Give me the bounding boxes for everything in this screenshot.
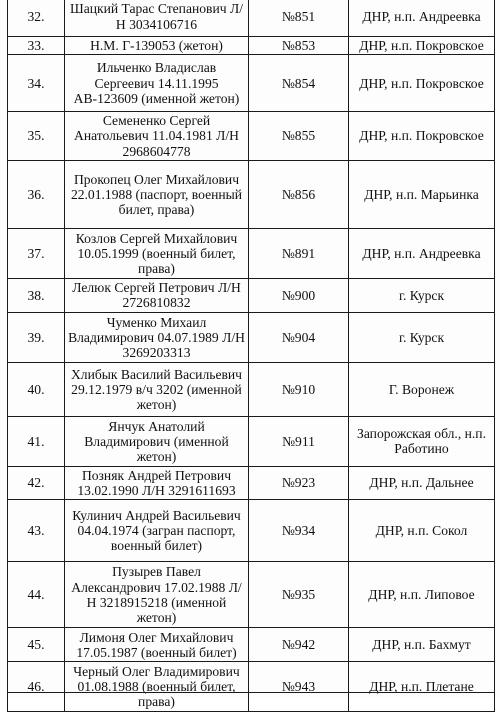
row-number-cell: 37. — [8, 228, 65, 278]
table-row — [8, 362, 495, 416]
record-code-cell: №923 — [249, 466, 349, 499]
record-code-cell: №891 — [249, 228, 349, 278]
table-row — [8, 312, 495, 362]
table-row — [8, 160, 495, 228]
table-row — [8, 278, 495, 312]
row-number-cell: 33. — [8, 37, 65, 55]
person-details-cell: Лелюк Сергей Петрович Л/Н 2726810832 — [65, 278, 249, 312]
table-row — [8, 628, 495, 662]
table-row — [8, 500, 495, 562]
table-bottom-rule — [7, 692, 494, 696]
row-number-cell: 38. — [8, 278, 65, 312]
location-cell: ДНР, н.п. Андреевка — [349, 228, 495, 278]
record-code-cell: №855 — [249, 112, 349, 161]
location-cell: ДНР, н.п. Дальнее — [349, 466, 495, 499]
record-code-cell: №943 — [249, 662, 349, 712]
record-code-cell: №853 — [249, 37, 349, 55]
table-row — [8, 416, 495, 466]
person-details-cell: Козлов Сергей Михайлович 10.05.1999 (военный билет, права) — [65, 228, 249, 278]
row-number-cell: 44. — [8, 562, 65, 628]
record-code-cell: №910 — [249, 362, 349, 416]
table-row — [8, 0, 495, 37]
table-row — [8, 55, 495, 112]
table-row — [8, 562, 495, 628]
person-details-cell: Семененко Сергей Анатольевич 11.04.1981 Л/Н 2968604778 — [65, 112, 249, 161]
record-code-cell: №856 — [249, 160, 349, 228]
location-cell: Г. Воронеж — [349, 362, 495, 416]
location-cell: г. Курск — [349, 312, 495, 362]
location-cell: ДНР, н.п. Бахмут — [349, 628, 495, 662]
row-number-cell: 39. — [8, 312, 65, 362]
person-details-cell: Прокопец Олег Михайлович 22.01.1988 (паспорт, военный билет, права) — [65, 160, 249, 228]
person-details-cell: Шацкий Тарас Степанович Л/Н 3034106716 — [65, 0, 249, 37]
record-code-cell: №851 — [249, 0, 349, 37]
person-details-cell: Ильченко Владислав Сергеевич 14.11.1995 АВ-123609 (именной жетон) — [65, 55, 249, 112]
record-code-cell: №911 — [249, 416, 349, 466]
row-number-cell: 45. — [8, 628, 65, 662]
location-cell: ДНР, н.п. Сокол — [349, 500, 495, 562]
location-cell: ДНР, н.п. Липовое — [349, 562, 495, 628]
row-number-cell: 42. — [8, 466, 65, 499]
person-details-cell: Н.М. Г-139053 (жетон) — [65, 37, 249, 55]
person-details-cell: Лимоня Олег Михайлович 17.05.1987 (военный билет) — [65, 628, 249, 662]
person-details-cell: Черный Олег Владимирович 01.08.1988 (военный билет, права) — [65, 662, 249, 712]
location-cell: ДНР, н.п. Плетане — [349, 662, 495, 712]
records-table-body — [8, 0, 495, 712]
record-code-cell: №935 — [249, 562, 349, 628]
table-row — [8, 662, 495, 712]
row-number-cell: 46. — [8, 662, 65, 712]
record-code-cell: №904 — [249, 312, 349, 362]
person-details-cell: Хлибык Василий Васильевич 29.12.1979 в/ч 3202 (именной жетон) — [65, 362, 249, 416]
table-row — [8, 228, 495, 278]
records-table — [7, 0, 495, 712]
record-code-cell: №934 — [249, 500, 349, 562]
location-cell: г. Курск — [349, 278, 495, 312]
person-details-cell: Позняк Андрей Петрович 13.02.1990 Л/Н 3291611693 — [65, 466, 249, 499]
row-number-cell: 36. — [8, 160, 65, 228]
record-code-cell: №854 — [249, 55, 349, 112]
table-row — [8, 466, 495, 499]
location-cell: ДНР, н.п. Андреевка — [349, 0, 495, 37]
person-details-cell: Пузырев Павел Александрович 17.02.1988 Л/Н 3218915218 (именной жетон) — [65, 562, 249, 628]
row-number-cell: 34. — [8, 55, 65, 112]
row-number-cell: 43. — [8, 500, 65, 562]
location-cell: ДНР, н.п. Покровское — [349, 112, 495, 161]
row-number-cell: 32. — [8, 0, 65, 37]
row-number-cell: 35. — [8, 112, 65, 161]
table-row — [8, 112, 495, 161]
person-details-cell: Кулинич Андрей Васильевич 04.04.1974 (загран паспорт, военный билет) — [65, 500, 249, 562]
person-details-cell: Чуменко Михаил Владимирович 04.07.1989 Л/Н 3269203313 — [65, 312, 249, 362]
row-number-cell: 41. — [8, 416, 65, 466]
person-details-cell: Янчук Анатолий Владимирович (именной жетон) — [65, 416, 249, 466]
record-code-cell: №942 — [249, 628, 349, 662]
location-cell: ДНР, н.п. Покровское — [349, 37, 495, 55]
location-cell: ДНР, н.п. Покровское — [349, 55, 495, 112]
location-cell: Запорожская обл., н.п. Работино — [349, 416, 495, 466]
location-cell: ДНР, н.п. Марьинка — [349, 160, 495, 228]
record-code-cell: №900 — [249, 278, 349, 312]
row-number-cell: 40. — [8, 362, 65, 416]
table-row — [8, 37, 495, 55]
